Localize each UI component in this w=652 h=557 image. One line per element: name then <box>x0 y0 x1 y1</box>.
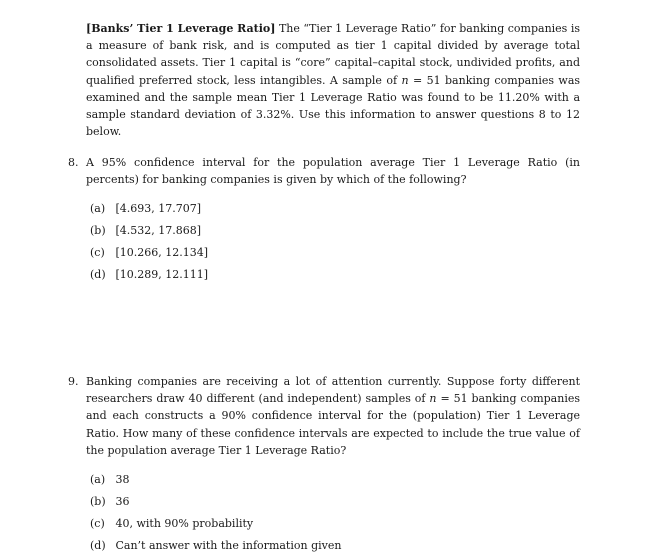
choice-text: [10.266, 12.134] <box>115 246 209 260</box>
question-9-choice-a <box>90 469 580 491</box>
choice-label: (c) <box>90 517 105 531</box>
choice-label: (d) <box>90 268 106 282</box>
question-9 <box>68 373 580 557</box>
choice-text: Can’t answer with the information given <box>115 539 342 553</box>
question-9-choice-b <box>90 491 580 513</box>
intro-paragraph <box>86 20 580 140</box>
question-8-choice-d <box>90 264 580 286</box>
intro-n-symbol: n <box>401 73 409 87</box>
question-9-text <box>86 373 580 459</box>
question-9-number: 9. <box>68 375 79 388</box>
question-8-choice-c <box>90 242 580 264</box>
question-8-choices <box>90 198 580 286</box>
choice-label: (c) <box>90 246 105 260</box>
choice-label: (a) <box>90 202 106 216</box>
choice-label: (b) <box>90 224 106 238</box>
choice-text: [4.532, 17.868] <box>115 224 202 238</box>
choice-label: (b) <box>90 495 106 509</box>
choice-label: (d) <box>90 539 106 553</box>
intro-body-part-2: = 51 banking companies was examined and the sample mean Tier 1 Leverage Ratio was found to be 11.20% with a sample standard deviation of 3.32%. Use this information to answer questions 8 to 12 below. <box>86 73 581 139</box>
question-8 <box>68 154 580 286</box>
question-9-n-symbol: n <box>429 392 437 406</box>
question-9-choice-d <box>90 535 580 557</box>
question-9-text-part-2: = 51 banking companies and each constructs a 90% confidence interval for the (population) Tier 1 Leverage Ratio. How many of these confidence intervals are expected to include the true value of the population average Tier 1 Leverage Ratio? <box>86 392 580 457</box>
choice-text: [4.693, 17.707] <box>115 202 202 216</box>
choice-label: (a) <box>90 473 106 487</box>
question-9-choices <box>90 469 580 557</box>
question-8-choice-a <box>90 198 580 220</box>
question-9-choice-c <box>90 513 580 535</box>
choice-text: 38 <box>115 473 130 487</box>
choice-text: 36 <box>115 495 130 509</box>
question-8-choice-b <box>90 220 580 242</box>
question-9-text-part-1: Banking companies are receiving a lot of attention currently. Suppose forty different researchers draw 40 different (and independent) samples of <box>86 375 580 406</box>
question-8-text: A 95% confidence interval for the population average Tier 1 Leverage Ratio (in percents) for banking companies is given by which of the following? <box>86 156 580 187</box>
choice-text: [10.289, 12.111] <box>115 268 209 282</box>
question-8-number: 8. <box>68 156 79 169</box>
choice-text: 40, with 90% probability <box>115 517 254 531</box>
intro-body-part-1: The “Tier 1 Leverage Ratio” for banking companies is a measure of bank risk, and is computed as tier 1 capital divided by average total consolidated assets. Tier 1 capital is “core” capital–capital stock, undivided profits, and qualified preferred stock, less intangibles. A sample of <box>86 22 580 87</box>
intro-title: [Banks’ Tier 1 Leverage Ratio] <box>86 22 276 35</box>
